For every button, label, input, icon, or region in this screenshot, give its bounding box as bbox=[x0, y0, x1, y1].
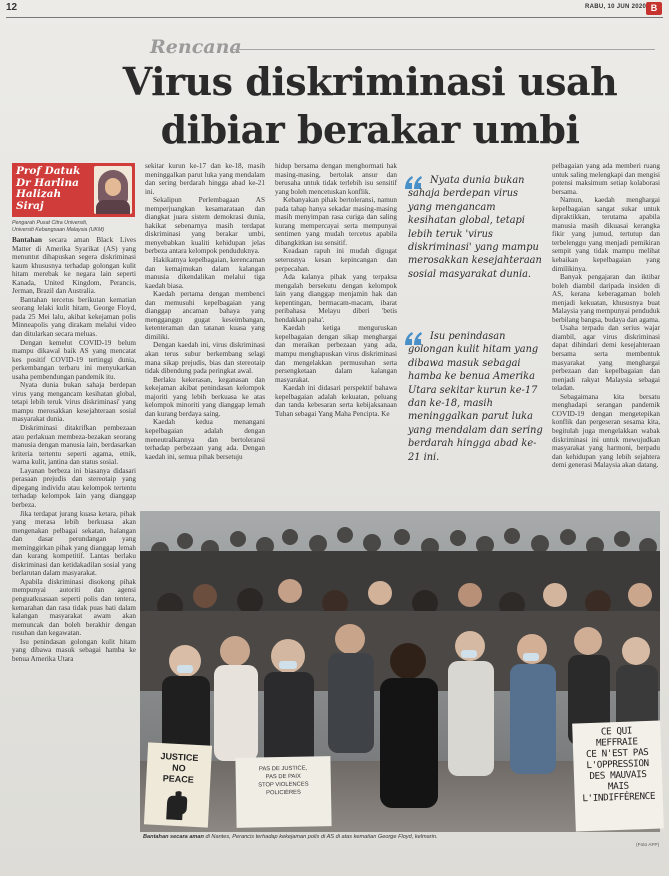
headline-line-2: dibiar berakar umbi bbox=[160, 107, 580, 152]
headline-line-1: Virus diskriminasi usah bbox=[122, 59, 618, 104]
article-paragraph: Isu penindasan golongan kulit hitam yang dibawa masuk sebagai hamba ke benua Amerika Utara bbox=[12, 637, 136, 663]
article-paragraph: Nyata dunia bukan sahaja berdepan virus yang mengancam kesihatan global, tetapi lebih teruk 'virus diskriminasi' yang mampu merosakkan kesejahteraan sosial masyarakat dunia. bbox=[12, 381, 136, 424]
article-paragraph: Kaedah ini didasari perspektif bahawa kepelbagaian adalah kekuatan, peluang dan tanda kebesaran serta kebijaksanaan Tuhan sebagai Yang Maha Pencipta. Ke bbox=[275, 384, 397, 418]
header-rule bbox=[6, 17, 663, 18]
article-paragraph: Usaha terpadu dan serius wajar diambil, agar virus diskriminasi dapat dihindari demi kesejahteraan bersama serta membentuk masyarakat yang menghargai perbezaan dan kepelbagaian dan menjadi rakyat Malaysia sebagai teladan. bbox=[552, 324, 660, 393]
article-paragraph: Ada kalanya pihak yang terpaksa mengalah bersekutu dengan kelompok lain yang dianggap menjamin hak dan kepentingan, bermacam-macam, ibarat peribahasa Melayu diberi 'betis hendakkan paha'. bbox=[275, 273, 397, 324]
article-paragraph: Jika terdapat jurang kuasa ketara, pihak yang merasa lebih berkuasa akan mengenakan pelbagai sekatan, halangan dan dasar perundangan yang meminggirkan pihak yang dianggap lemah dan kurang kompetitif. Lantas berlaku diskriminasi dan ketidakadilan sosial yang berlarutan dalam masyarakat. bbox=[12, 509, 136, 578]
article-paragraph: Kaedah ketiga menguruskan kepelbagaian dengan sikap menghargai dan meraikan perbezaan yang ada, mampu menghapuskan virus diskriminasi dan mengelakkan permusuhan serta persengketaan dalam kalangan masyarakat. bbox=[275, 324, 397, 384]
article-paragraph: Banyak pengajaran dan iktibar boleh diambil daripada insiden di AS, kerana keberagaman boleh menjadi kekuatan, khususnya buat Malaysia yang mempunyai penduduk berbilang bangsa, budaya dan agama. bbox=[552, 273, 660, 324]
section-label: Rencana bbox=[150, 36, 242, 58]
article-paragraph: Hakikatnya kepelbagaian, kerencaman dan kemajmukan dalam kalangan manusia dikendalikan melalui tiga kaedah biasa. bbox=[145, 256, 265, 290]
pull-quote-1: Nyata dunia bukan sahaja berdepan virus yang mengancam kesihatan global, tetapi lebih teruk 'virus diskriminasi' yang mampu merosakkan kesejahteraan sosial masyarakat dunia. bbox=[408, 175, 542, 280]
section-rule bbox=[232, 49, 655, 50]
author-affiliation: Pengarah Pusat Citra Universiti, Universiti Kebangsaan Malaysia (UKM) bbox=[12, 220, 105, 233]
article-column-1 bbox=[12, 236, 136, 838]
protest-sign-left: JUSTICE NO PEACE bbox=[144, 742, 212, 827]
article-paragraph: Sebagaimana kita bersatu menghadapi serangan pandemik COVID-19 dengan mengetepikan konflik dan pergeseran sesama kita, begitulah juga mengelakkan wabak diskriminasi ini untuk mewujudkan masyarakat yang harmoni, berpadu dan kehidupan yang lebih sejahtera demi generasi Malaysia akan datang. bbox=[552, 392, 660, 470]
protest-sign-middle: PAS DE JUSTICE, PAS DE PAIX STOP VIOLENCES POLICIÈRES bbox=[235, 756, 331, 828]
article-paragraph: Apabila diskriminasi disokong pihak mempunyai autoriti dan agensi penguatkuasaan seperti polis dan tentera, kemarahan dan rasa tidak puas hati dalam kalangan masyarakat awam akan memuncak dan boleh berakhir dengan rusuhan dan kegawatan. bbox=[12, 577, 136, 638]
article-column-2 bbox=[145, 162, 265, 503]
article-paragraph: Berlaku kekerasan, keganasan dan kekejaman akibat penindasan kelompok majoriti yang lebih berkuasa ke atas kelompok minoriti yang dianggap lemah dan kurang berdaya saing. bbox=[145, 375, 265, 418]
pull-quote-2: Isu penindasan golongan kulit hitam yang dibawa masuk sebagai hamba ke benua Amerika Utara sekitar kurun ke-17 dan ke-18, masih meninggalkan parut luka yang mendalam dan sering berdarah hingga abad ke-21 ini. bbox=[408, 331, 543, 463]
article-paragraph: Keadaan rapuh ini mudah digugat seterusnya kesan kepincangan dan perpecahan. bbox=[275, 247, 397, 273]
article-paragraph: sekitar kurun ke-17 dan ke-18, masih meninggalkan parut luka yang mendalam dan sering berdarah hingga abad ke-21 ini. bbox=[145, 162, 265, 196]
headline bbox=[100, 58, 640, 154]
article-paragraph: Kaedah pertama dengan membenci dan memusuhi kepelbagaian yang dianggap ancaman bahaya yang mengganggu gugat keseimbangan, ketenteraman dan tatanan kuasa yang dimiliki. bbox=[145, 290, 265, 341]
paragraph-lead: Bantahan bbox=[12, 236, 42, 244]
byline-box bbox=[12, 163, 135, 217]
photo-caption: Bantahan secara aman di Nantes, Perancis terhadap kekejaman polis di AS di atas kematian George Floyd, kelmarin. bbox=[143, 834, 438, 840]
publication-logo: B bbox=[646, 2, 662, 15]
protest-sign-right: CE QUI MEFFRAIE CE N'EST PAS L'OPPRESSION DES MAUVAIS MAIS L'INDIFFÉRENCE bbox=[572, 720, 664, 831]
author-avatar bbox=[94, 166, 132, 214]
article-paragraph: Dengan kaedah ini, virus diskriminasi akan terus subur berkembang selagi mana sikap prejudis, bias dan stereotaip tidak dibendung pada peringkat awal. bbox=[145, 341, 265, 376]
article-paragraph: Kebanyakan pihak bertoleransi, namun pada tahap hanya sekadar masing-masing masih menyimpan rasa curiga dan saling kurang mempercayai serta mempunyai sentimen yang mudah tercetus apabila dibangkitkan isu sensitif. bbox=[275, 196, 397, 247]
article-paragraph: Layanan berbeza ini biasanya didasari perasaan prejudis dan stereotaip yang dipegang individu atau kelompok tertentu terhadap kelompok lain yang dianggap berbeza. bbox=[12, 466, 136, 509]
photo-credit: (Foto AFP) bbox=[636, 843, 660, 848]
article-paragraph: Sekalipun Perlembagaan AS memperjuangkan kesamarataan dan diangkat juara sistem demokrasi dunia, hakikat sebenarnya masih terdapat diskriminasi yang berakar umbi, menyebabkan kualiti kehidupan jelas berbeza antara kelompok penduduknya. bbox=[145, 196, 265, 256]
author-name: Prof Datuk Dr Harlina Halizah Siraj bbox=[16, 165, 81, 212]
raised-fist-icon bbox=[160, 789, 194, 821]
article-paragraph: hidup bersama dengan menghormati hak masing-masing, bertolak ansur dan berusaha untuk tidak terlebih isu sensitif yang boleh mencetuskan konflik. bbox=[275, 162, 397, 196]
article-paragraph: pelbagaian yang ada memberi ruang untuk saling melengkapi dan mengisi potensi maksimum setiap kolaborasi bersama. bbox=[552, 162, 660, 196]
article-paragraph: Diskriminasi ditakrifkan pembezaan atau perlakuan membeza-bezakan seorang manusia dengan manusia lain, berdasarkan kriteria tertentu seperti agama, etnik, warna kulit, jantina dan status sosial. bbox=[12, 424, 136, 467]
article-column-4 bbox=[552, 162, 660, 503]
article-paragraph: Kaedah kedua menangani kepelbagaian adalah dengan meneutralkannya dan bertoleransi terhadap perbezaan yang ada. Dengan kaedah ini, semua pihak bersetuju bbox=[145, 418, 265, 461]
issue-date: RABU, 10 JUN 2020 bbox=[585, 4, 647, 10]
article-column-3 bbox=[275, 162, 397, 503]
article-paragraph: Bantahan tercetus berikutan kematian seorang lelaki kulit hitam, George Floyd, pada 25 Mei lalu, akibat kekejaman polis Minneapolis yang dirakam melalui video dan ditularkan secara meluas. bbox=[12, 295, 136, 339]
article-paragraph: Dengan kemelut COVID-19 belum mampu dikawal baik AS yang mencatat kes positif COVID-19 tertinggi dunia, perkembangan terbaru ini menyukarkan usaha pembendungan pandemik itu. bbox=[12, 338, 136, 381]
article-paragraph: Bantahan secara aman Black Lives Matter di Amerika Syarikat (AS) yang menuntut dihapuskan segera diskriminasi kaum khususnya terhadap golongan kulit hitam merebak ke negara lain seperti Kanada, United Kingdom, Perancis, Jerman, Brazil dan Australia. bbox=[12, 236, 136, 296]
page-number: 12 bbox=[6, 2, 18, 13]
article-paragraph: Namun, kaedah menghargai kepelbagaian sangat sukar untuk dipraktikkan, terutama apabila manusia masih dikuasai kerangka fikir yang jumud, tertutup dan terbelenggu yang menjadi pemikiran sempit yang tidak mampu melihat kebaikan kepelbagaian yang dimilikinya. bbox=[552, 196, 660, 273]
